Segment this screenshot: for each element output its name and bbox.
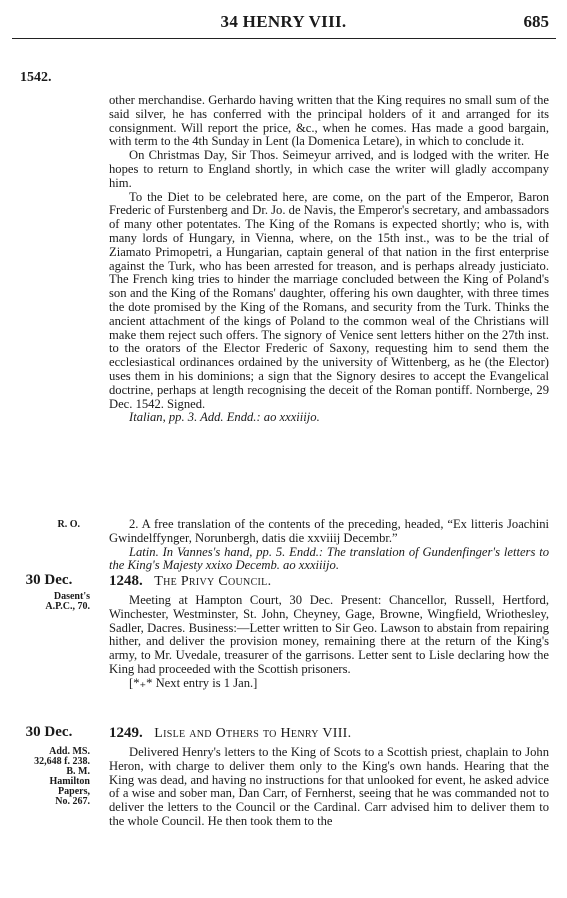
entry-date: 30 Dec. <box>25 572 73 588</box>
letter-continuation <box>109 94 549 425</box>
paragraph: Meeting at Hampton Court, 30 Dec. Present: Chancellor, Russell, Hertford, Winchester, Westminster, St. John, Cheyney, Gage, Browne, Wingfield, Wriothesley, Sadler, Dacres. Business:—Letter written to Sir Geo. Lawson to abstain from repairing hither, and deliver the provision money, remaining there at the return of the King's army, to Mr. Uvedale, treasurer of the garrisons. Letter sent to Lisle declaring how the King had proceeded with the Scottish prisoners. <box>109 593 549 676</box>
running-head <box>0 8 567 34</box>
margin-line: B. M. <box>66 766 90 777</box>
paragraph: On Christmas Day, Sir Thos. Seimeyur arrived, and is lodged with the writer. He hopes to return to England shortly, in which case the writer will gladly accompany him. <box>109 148 549 190</box>
translation-entry <box>109 518 549 573</box>
entry-body <box>109 594 549 691</box>
margin-line: 32,648 f. 238. <box>34 756 90 767</box>
editorial-note: [*₊* Next entry is 1 Jan.] <box>129 675 258 690</box>
paragraph: 2. A free translation of the contents of the preceding, headed, “Ex litteris Joachini Gwindelffynger, Norunbergh, datis die xxviiij Decembr.” <box>109 517 549 545</box>
paragraph: To the Diet to be celebrated here, are come, on the part of the Emperor, Baron Frederic of Furstenberg and Dr. Jo. de Navis, the Emperor's secretary, and ambassadors of many other potentates. The King of the Romans is expected shortly; who is, with many lords of Hungary, in Vienna, where, on the 15th inst., was to be the trial of Ziamato Primopetri, a Hungarian, captain general of that nation in the first enterprise against the Turk, who has been arrested for treason, and is perhaps already justiciato. The French king tries to hinder the marriage concluded between the King of Poland's son and the King of the Romans' daughter, offering his own daughter, with three times the dote promised by the King of the Romans, and security from the Turk. Thinks the ancient attachment of the kings of Poland to the common weal of the Christians will make them reject such offers. The signory of Venice sent letters hither on the 27th inst. to the orators of the Elector Frederic of Saxony, requesting him to send them the ecclesiastical ordinances ordained by the university of Wittenberg, as he (the Elector) uses them in his dominions; a sign that the Signory desires to accept the Evangelical doctrine, perhaps at length recognising the deceit of the Roman pontiff. Nornberge, 29 Dec. 1542. Signed. <box>109 189 549 411</box>
entry-title: Lisle and Others to Henry VIII. <box>154 726 352 741</box>
margin-line: No. 267. <box>55 796 90 807</box>
entry-heading <box>109 573 549 590</box>
running-head-title: 34 HENRY VIII. <box>220 12 347 31</box>
margin-line: Add. MS. <box>49 746 90 757</box>
entry-date: 30 Dec. <box>25 724 73 740</box>
margin-source-ro: R. O. <box>57 519 80 530</box>
margin-line: Papers, <box>58 786 90 797</box>
margin-line: Dasent's <box>53 591 90 602</box>
margin-line: Hamilton <box>49 776 90 787</box>
document-description: Italian, pp. 3. Add. Endd.: ao xxxiiijo. <box>129 410 320 425</box>
entry-title: The Privy Council. <box>154 574 272 589</box>
entry-number: 1248. <box>109 573 143 589</box>
margin-source <box>10 592 90 612</box>
header-rule <box>12 38 556 39</box>
page-number: 685 <box>523 12 549 31</box>
document-description: Latin. In Vannes's hand, pp. 5. Endd.: The translation of Gundenfinger's letters to the King's Majesty xxixo Decemb. ao xxxiiijo. <box>109 544 549 573</box>
paragraph: Delivered Henry's letters to the King of Scots to a Scottish priest, chaplain to John Heron, with charge to deliver them only to the King's own hands. Hearing that the King was dead, and having no instructions for that unlooked for event, he asked advice of a wise and sober man, Dan Carr, of Fernherst, seeing that he was commanded not to deliver the letters to the Council or the Cardinal. Carr advised him to deliver them to the whole Council. He then took them to the <box>109 745 549 828</box>
entry-number: 1249. <box>109 725 143 741</box>
entry-heading <box>109 725 549 742</box>
paragraph: other merchandise. Gerhardo having written that the King requires no small sum of the said silver, he has conferred with the principal holders of it and arranged for its consignment. Will report the price, &c., when he comes. Has made a good bargain, with term to the 4th Sunday in Lent (la Domenica Letare), in which to conclude it. <box>109 93 549 149</box>
year-marker: 1542. <box>20 70 52 85</box>
margin-line: A.P.C., 70. <box>45 601 90 612</box>
margin-source <box>10 747 90 807</box>
entry-body <box>109 746 549 829</box>
